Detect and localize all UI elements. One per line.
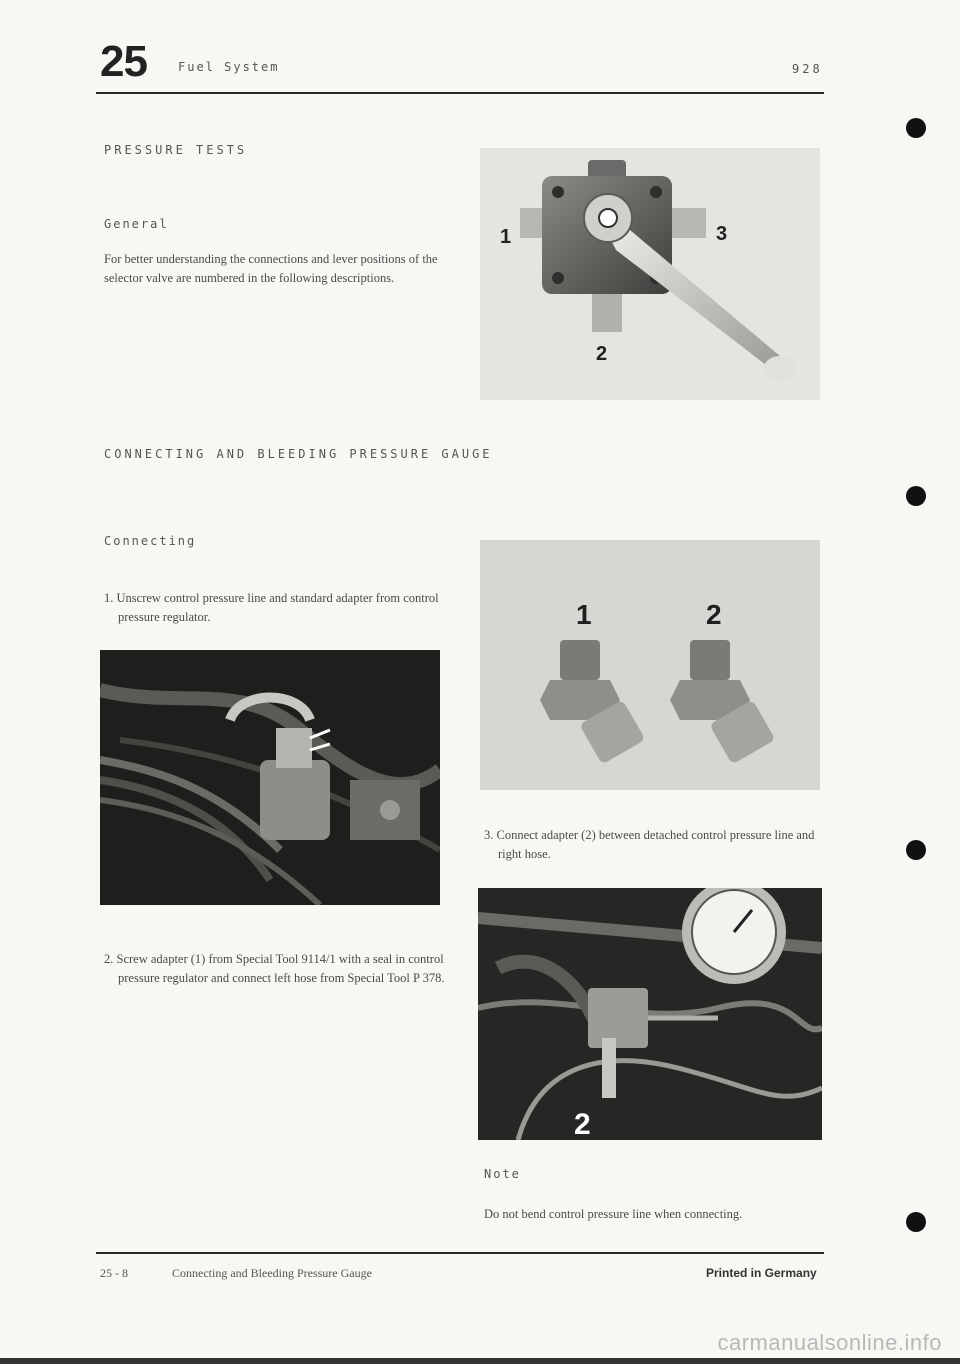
step-3-text: 3. Connect adapter (2) between detached control pressure line and right hose.: [484, 828, 815, 861]
step-1-text: 1. Unscrew control pressure line and standard adapter from control pressure regulator.: [104, 591, 439, 624]
binder-hole: [906, 840, 926, 860]
binder-hole: [906, 486, 926, 506]
section-title: PRESSURE TESTS: [104, 143, 248, 157]
footer-rule: [96, 1252, 824, 1254]
footer-printed: Printed in Germany: [706, 1266, 817, 1280]
valve-label-1: 1: [500, 226, 512, 248]
section-subtitle: General: [104, 217, 169, 231]
note-text: Do not bend control pressure line when connecting.: [484, 1207, 743, 1221]
footer-title: Connecting and Bleeding Pressure Gauge: [172, 1266, 372, 1280]
footer-page-number: 25 - 8: [100, 1266, 128, 1280]
watermark: carmanualsonline.info: [717, 1330, 942, 1355]
adapter-label-1: 1: [576, 599, 592, 630]
general-text: For better understanding the connections and lever positions of the selector valve are numbered in the following descriptions.: [104, 252, 438, 285]
connecting-subtitle: Connecting: [104, 534, 197, 548]
selector-valve-photo: [480, 148, 820, 400]
adapter-label-2: 2: [706, 599, 722, 630]
note-heading: Note: [484, 1167, 521, 1181]
header-rule: [96, 92, 824, 94]
connecting-section-title: CONNECTING AND BLEEDING PRESSURE GAUGE: [104, 447, 493, 461]
bottom-bar: [0, 1358, 960, 1364]
gauge-photo: [478, 888, 822, 1140]
regulator-photo: [100, 650, 440, 905]
model-number: 928: [792, 62, 823, 76]
binder-hole: [906, 118, 926, 138]
gauge-label-2: 2: [574, 1108, 591, 1140]
chapter-title: Fuel System: [178, 60, 280, 74]
binder-hole: [906, 1212, 926, 1232]
valve-label-3: 3: [716, 223, 728, 245]
valve-label-2: 2: [596, 343, 608, 365]
chapter-number: 25: [100, 37, 147, 86]
adapter-photo: [480, 540, 820, 790]
step-2-text: 2. Screw adapter (1) from Special Tool 9114/1 with a seal in control pressure regulator and connect left hose from Special Tool P 378.: [104, 952, 445, 985]
